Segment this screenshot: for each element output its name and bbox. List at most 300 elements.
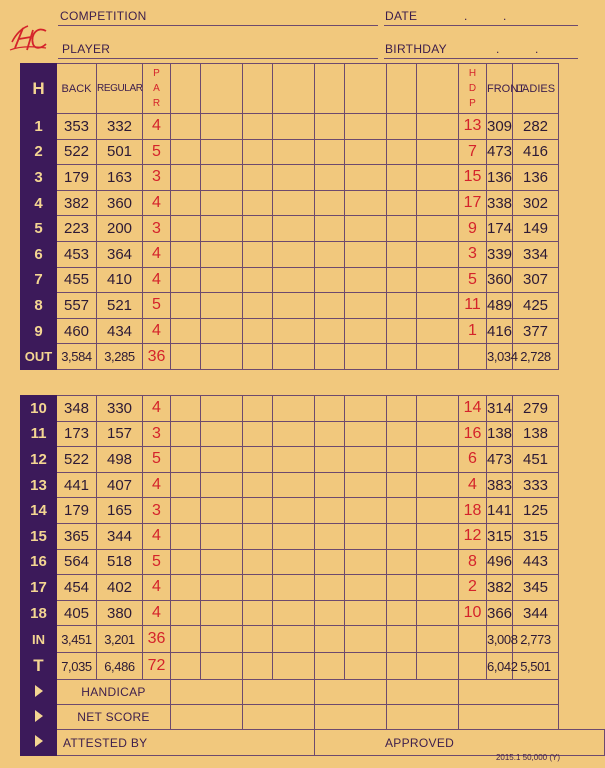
score-cell[interactable]	[387, 190, 417, 216]
par-value: 4	[143, 523, 171, 549]
score-cell[interactable]	[243, 139, 273, 165]
score-cell[interactable]	[417, 549, 459, 575]
score-cell[interactable]	[417, 447, 459, 473]
player-line	[58, 58, 378, 59]
score-cell[interactable]	[315, 216, 345, 242]
score-cell[interactable]	[243, 549, 273, 575]
row-marker	[21, 705, 57, 730]
score-cell[interactable]	[171, 498, 201, 524]
par-total: 36	[143, 344, 171, 370]
ladies-yardage: 333	[513, 472, 559, 498]
score-cell[interactable]	[273, 114, 315, 140]
par-value: 4	[143, 318, 171, 344]
score-cell[interactable]	[171, 241, 201, 267]
regular-yardage: 501	[97, 139, 143, 165]
front-header: FRONT	[487, 64, 513, 114]
score-cell[interactable]	[201, 600, 243, 626]
score-cell[interactable]	[201, 396, 243, 422]
score-cell[interactable]	[345, 396, 387, 422]
score-cell[interactable]	[417, 653, 459, 680]
score-cell[interactable]	[243, 472, 273, 498]
score-cell[interactable]	[273, 396, 315, 422]
regular-yardage: 360	[97, 190, 143, 216]
footer-row	[21, 730, 605, 756]
hole-number: 1	[21, 114, 57, 140]
score-cell[interactable]	[243, 241, 273, 267]
score-cell[interactable]	[273, 318, 315, 344]
score-cell[interactable]	[243, 267, 273, 293]
net-score-label: NET SCORE	[57, 705, 171, 730]
score-cell[interactable]	[273, 472, 315, 498]
table-row	[21, 114, 605, 140]
score-cell[interactable]	[345, 267, 387, 293]
score-cell[interactable]	[171, 267, 201, 293]
table-row	[21, 139, 605, 165]
score-cell[interactable]	[201, 626, 243, 653]
score-cell[interactable]	[387, 626, 417, 653]
score-cell[interactable]	[417, 216, 459, 242]
net-score-cell[interactable]	[243, 705, 315, 730]
par-value: 4	[143, 241, 171, 267]
table-row	[21, 498, 605, 524]
score-cell[interactable]	[315, 472, 345, 498]
competition-label: COMPETITION	[60, 9, 147, 23]
table-row	[21, 267, 605, 293]
handicap-cell[interactable]	[315, 680, 387, 705]
score-cell[interactable]	[201, 293, 243, 319]
score-cell[interactable]	[345, 190, 387, 216]
score-cell[interactable]	[315, 549, 345, 575]
score-cell[interactable]	[387, 139, 417, 165]
score-cell[interactable]	[171, 64, 201, 114]
hdp-header	[459, 64, 487, 114]
score-cell[interactable]	[345, 626, 387, 653]
score-cell[interactable]	[387, 447, 417, 473]
ladies-yardage: 416	[513, 139, 559, 165]
net-score-cell[interactable]	[387, 705, 459, 730]
handicap-blank	[459, 653, 487, 680]
score-cell[interactable]	[345, 165, 387, 191]
score-cell[interactable]	[243, 498, 273, 524]
table-row	[21, 575, 605, 601]
hdp-header-letter: D	[468, 83, 477, 94]
ladies-yardage: 307	[513, 267, 559, 293]
column-header-row	[21, 64, 605, 114]
score-cell[interactable]	[273, 653, 315, 680]
score-cell[interactable]	[417, 626, 459, 653]
par-header-letter: P	[153, 68, 160, 79]
score-cell[interactable]	[171, 344, 201, 370]
score-cell[interactable]	[417, 267, 459, 293]
front-nine-table	[20, 63, 605, 370]
score-cell[interactable]	[171, 293, 201, 319]
score-cell[interactable]	[243, 190, 273, 216]
score-cell[interactable]	[273, 165, 315, 191]
birthday-dot: .	[496, 42, 500, 56]
score-cell[interactable]	[171, 653, 201, 680]
back-yardage: 348	[57, 396, 97, 422]
hole-number: 14	[21, 498, 57, 524]
score-cell[interactable]	[201, 575, 243, 601]
score-cell[interactable]	[273, 575, 315, 601]
back-nine-table	[20, 395, 605, 756]
table-row	[21, 421, 605, 447]
score-cell[interactable]	[171, 396, 201, 422]
regular-total: 3,201	[97, 626, 143, 653]
table-row	[21, 549, 605, 575]
score-cell[interactable]	[201, 241, 243, 267]
score-cell[interactable]	[273, 498, 315, 524]
table-row	[21, 241, 605, 267]
score-cell[interactable]	[345, 64, 387, 114]
score-cell[interactable]	[345, 114, 387, 140]
par-total: 36	[143, 626, 171, 653]
regular-yardage: 157	[97, 421, 143, 447]
score-cell[interactable]	[273, 293, 315, 319]
score-cell[interactable]	[201, 421, 243, 447]
score-cell[interactable]	[243, 396, 273, 422]
score-cell[interactable]	[315, 64, 345, 114]
handicap-index: 1	[459, 318, 487, 344]
score-cell[interactable]	[387, 653, 417, 680]
score-cell[interactable]	[201, 549, 243, 575]
score-cell[interactable]	[387, 575, 417, 601]
table-row	[21, 472, 605, 498]
score-cell[interactable]	[273, 267, 315, 293]
front-total: 6,042	[487, 653, 513, 680]
score-cell[interactable]	[315, 626, 345, 653]
front-total: 3,008	[487, 626, 513, 653]
handicap-index: 13	[459, 114, 487, 140]
score-cell[interactable]	[243, 165, 273, 191]
score-cell[interactable]	[345, 600, 387, 626]
score-cell[interactable]	[201, 190, 243, 216]
handicap-index: 11	[459, 293, 487, 319]
score-cell[interactable]	[315, 318, 345, 344]
score-cell[interactable]	[345, 293, 387, 319]
score-cell[interactable]	[243, 344, 273, 370]
score-cell[interactable]	[171, 216, 201, 242]
ladies-header: LADIES	[513, 64, 559, 114]
ladies-yardage: 302	[513, 190, 559, 216]
score-cell[interactable]	[201, 216, 243, 242]
regular-total: 3,285	[97, 344, 143, 370]
ladies-yardage: 345	[513, 575, 559, 601]
approved-label[interactable]: APPROVED	[315, 730, 605, 756]
table-row	[21, 523, 605, 549]
front-yardage: 315	[487, 523, 513, 549]
score-cell[interactable]	[387, 498, 417, 524]
handicap-index: 18	[459, 498, 487, 524]
score-cell[interactable]	[171, 600, 201, 626]
score-cell[interactable]	[315, 241, 345, 267]
par-value: 4	[143, 575, 171, 601]
score-cell[interactable]	[171, 139, 201, 165]
handicap-index: 16	[459, 421, 487, 447]
score-cell[interactable]	[243, 216, 273, 242]
handicap-index: 3	[459, 241, 487, 267]
score-cell[interactable]	[243, 64, 273, 114]
score-cell[interactable]	[171, 472, 201, 498]
handicap-end-cell[interactable]	[459, 680, 559, 705]
score-cell[interactable]	[201, 267, 243, 293]
score-cell[interactable]	[273, 421, 315, 447]
score-cell[interactable]	[171, 190, 201, 216]
handicap-index: 17	[459, 190, 487, 216]
score-cell[interactable]	[243, 318, 273, 344]
front-yardage: 136	[487, 165, 513, 191]
score-cell[interactable]	[243, 421, 273, 447]
score-cell[interactable]	[315, 600, 345, 626]
score-cell[interactable]	[315, 396, 345, 422]
handicap-index: 6	[459, 447, 487, 473]
score-cell[interactable]	[345, 472, 387, 498]
hole-number: 7	[21, 267, 57, 293]
score-cell[interactable]	[417, 241, 459, 267]
net-score-cell[interactable]	[171, 705, 243, 730]
score-cell[interactable]	[345, 653, 387, 680]
score-cell[interactable]	[273, 344, 315, 370]
par-value: 4	[143, 472, 171, 498]
score-cell[interactable]	[243, 523, 273, 549]
score-cell[interactable]	[345, 523, 387, 549]
score-cell[interactable]	[315, 267, 345, 293]
front-yardage: 138	[487, 421, 513, 447]
score-cell[interactable]	[201, 653, 243, 680]
score-cell[interactable]	[201, 64, 243, 114]
ladies-yardage: 443	[513, 549, 559, 575]
score-cell[interactable]	[417, 600, 459, 626]
total-row	[21, 653, 605, 680]
regular-yardage: 498	[97, 447, 143, 473]
birthday-dot: .	[535, 42, 539, 56]
score-cell[interactable]	[315, 523, 345, 549]
score-cell[interactable]	[315, 165, 345, 191]
score-cell[interactable]	[201, 447, 243, 473]
score-cell[interactable]	[387, 267, 417, 293]
front-yardage: 382	[487, 575, 513, 601]
score-cell[interactable]	[387, 549, 417, 575]
score-cell[interactable]	[243, 600, 273, 626]
score-cell[interactable]	[171, 114, 201, 140]
score-cell[interactable]	[417, 523, 459, 549]
print-code: 2015.1 50,000 (Y)	[495, 753, 560, 762]
score-cell[interactable]	[171, 421, 201, 447]
score-cell[interactable]	[387, 216, 417, 242]
front-yardage: 473	[487, 139, 513, 165]
score-cell[interactable]	[417, 190, 459, 216]
handicap-cell[interactable]	[243, 680, 315, 705]
birthday-label: BIRTHDAY	[385, 42, 447, 56]
score-cell[interactable]	[171, 523, 201, 549]
score-cell[interactable]	[315, 498, 345, 524]
score-cell[interactable]	[315, 653, 345, 680]
score-cell[interactable]	[243, 447, 273, 473]
score-cell[interactable]	[201, 139, 243, 165]
score-cell[interactable]	[171, 626, 201, 653]
ladies-yardage: 149	[513, 216, 559, 242]
back-yardage: 454	[57, 575, 97, 601]
score-cell[interactable]	[201, 472, 243, 498]
hole-number: 4	[21, 190, 57, 216]
par-value: 5	[143, 549, 171, 575]
ladies-total: 5,501	[513, 653, 559, 680]
score-cell[interactable]	[273, 549, 315, 575]
back-yardage: 179	[57, 498, 97, 524]
handicap-index: 14	[459, 396, 487, 422]
table-row	[21, 216, 605, 242]
par-value: 4	[143, 114, 171, 140]
score-cell[interactable]	[345, 575, 387, 601]
score-cell[interactable]	[315, 190, 345, 216]
score-cell[interactable]	[171, 447, 201, 473]
score-cell[interactable]	[243, 575, 273, 601]
score-cell[interactable]	[171, 318, 201, 344]
score-cell[interactable]	[345, 498, 387, 524]
score-cell[interactable]	[201, 114, 243, 140]
score-cell[interactable]	[387, 421, 417, 447]
back-total: 3,584	[57, 344, 97, 370]
score-cell[interactable]	[417, 575, 459, 601]
par-header-letter: A	[153, 83, 160, 94]
hole-number: 8	[21, 293, 57, 319]
score-cell[interactable]	[387, 600, 417, 626]
score-cell[interactable]	[273, 216, 315, 242]
score-cell[interactable]	[417, 293, 459, 319]
score-cell[interactable]	[387, 64, 417, 114]
score-cell[interactable]	[345, 216, 387, 242]
score-cell[interactable]	[201, 498, 243, 524]
score-cell[interactable]	[315, 421, 345, 447]
handicap-cell[interactable]	[171, 680, 243, 705]
score-cell[interactable]	[345, 421, 387, 447]
score-cell[interactable]	[243, 626, 273, 653]
score-cell[interactable]	[171, 549, 201, 575]
regular-yardage: 380	[97, 600, 143, 626]
score-cell[interactable]	[315, 293, 345, 319]
ladies-total: 2,728	[513, 344, 559, 370]
score-cell[interactable]	[387, 241, 417, 267]
par-value: 3	[143, 421, 171, 447]
score-cell[interactable]	[243, 114, 273, 140]
attested-by-label[interactable]: ATTESTED BY	[57, 730, 315, 756]
score-cell[interactable]	[345, 139, 387, 165]
score-cell[interactable]	[273, 600, 315, 626]
handicap-index: 7	[459, 139, 487, 165]
handicap-cell[interactable]	[387, 680, 459, 705]
score-cell[interactable]	[273, 139, 315, 165]
front-yardage: 338	[487, 190, 513, 216]
score-cell[interactable]	[243, 653, 273, 680]
front-yardage: 473	[487, 447, 513, 473]
score-cell[interactable]	[243, 293, 273, 319]
ladies-yardage: 425	[513, 293, 559, 319]
score-cell[interactable]	[273, 626, 315, 653]
score-cell[interactable]	[417, 396, 459, 422]
back-yardage: 564	[57, 549, 97, 575]
handicap-label: HANDICAP	[57, 680, 171, 705]
handicap-index: 2	[459, 575, 487, 601]
score-cell[interactable]	[387, 472, 417, 498]
score-cell[interactable]	[201, 523, 243, 549]
score-cell[interactable]	[201, 318, 243, 344]
score-cell[interactable]	[417, 165, 459, 191]
net-score-cell[interactable]	[315, 705, 387, 730]
score-cell[interactable]	[171, 575, 201, 601]
score-cell[interactable]	[171, 165, 201, 191]
regular-yardage: 364	[97, 241, 143, 267]
score-cell[interactable]	[417, 344, 459, 370]
score-cell[interactable]	[273, 241, 315, 267]
score-cell[interactable]	[315, 447, 345, 473]
back-yardage: 557	[57, 293, 97, 319]
back-yardage: 179	[57, 165, 97, 191]
front-yardage: 489	[487, 293, 513, 319]
score-cell[interactable]	[315, 139, 345, 165]
score-cell[interactable]	[201, 344, 243, 370]
par-value: 5	[143, 447, 171, 473]
score-cell[interactable]	[273, 523, 315, 549]
back-yardage: 453	[57, 241, 97, 267]
score-cell[interactable]	[273, 447, 315, 473]
regular-yardage: 434	[97, 318, 143, 344]
score-cell[interactable]	[387, 344, 417, 370]
hole-number: 13	[21, 472, 57, 498]
score-cell[interactable]	[345, 344, 387, 370]
front-yardage: 309	[487, 114, 513, 140]
score-cell[interactable]	[387, 523, 417, 549]
date-label: DATE	[385, 9, 418, 23]
score-cell[interactable]	[417, 64, 459, 114]
handicap-index: 8	[459, 549, 487, 575]
net-score-end-cell[interactable]	[459, 705, 559, 730]
score-cell[interactable]	[417, 318, 459, 344]
course-logo-icon	[6, 20, 50, 56]
par-header	[143, 64, 171, 114]
score-cell[interactable]	[387, 318, 417, 344]
front-yardage: 339	[487, 241, 513, 267]
score-cell[interactable]	[417, 421, 459, 447]
score-cell[interactable]	[417, 139, 459, 165]
score-cell[interactable]	[417, 114, 459, 140]
score-cell[interactable]	[273, 64, 315, 114]
table-row	[21, 165, 605, 191]
front-total: 3,034	[487, 344, 513, 370]
score-cell[interactable]	[315, 344, 345, 370]
score-cell[interactable]	[345, 241, 387, 267]
score-cell[interactable]	[387, 114, 417, 140]
score-cell[interactable]	[345, 549, 387, 575]
regular-yardage: 332	[97, 114, 143, 140]
table-row	[21, 318, 605, 344]
score-cell[interactable]	[345, 447, 387, 473]
back-total: 3,451	[57, 626, 97, 653]
score-cell[interactable]	[387, 165, 417, 191]
score-cell[interactable]	[315, 114, 345, 140]
regular-yardage: 407	[97, 472, 143, 498]
score-cell[interactable]	[315, 575, 345, 601]
score-cell[interactable]	[345, 318, 387, 344]
score-cell[interactable]	[201, 165, 243, 191]
score-cell[interactable]	[273, 190, 315, 216]
score-cell[interactable]	[387, 396, 417, 422]
score-cell[interactable]	[387, 293, 417, 319]
regular-yardage: 330	[97, 396, 143, 422]
ladies-yardage: 279	[513, 396, 559, 422]
regular-yardage: 521	[97, 293, 143, 319]
score-cell[interactable]	[417, 498, 459, 524]
score-cell[interactable]	[417, 472, 459, 498]
